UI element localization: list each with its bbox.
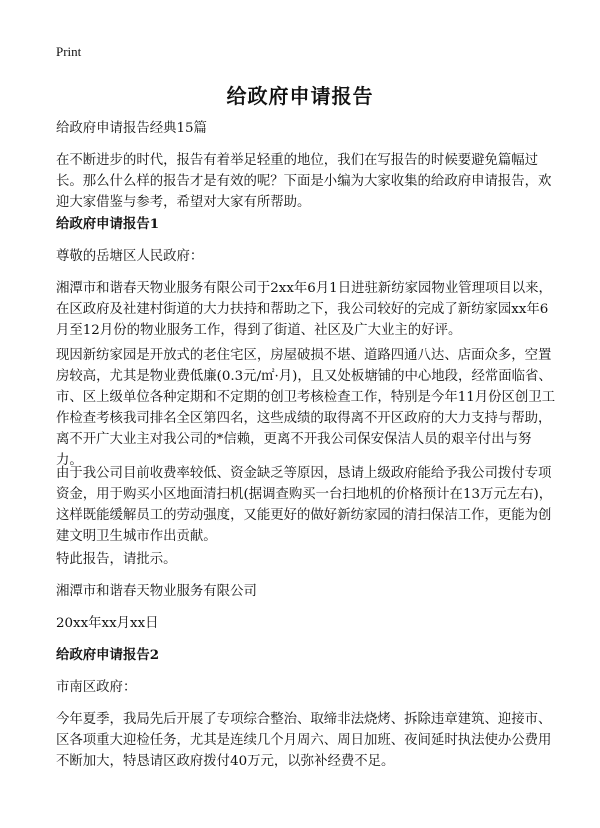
report1-closing: 特此报告，请批示。 bbox=[56, 552, 177, 567]
page-title: 给政府申请报告 bbox=[226, 84, 374, 108]
intro-paragraph: 在不断进步的时代，报告有着举足轻重的地位，我们在写报告的时候要避免篇幅过长。那么什么样的报告才是有效的呢？下面是小编为大家收集的给政府申请报告，欢迎大家借鉴与参考，希望对大家有所帮助。 bbox=[56, 153, 552, 210]
report1-paragraph-3: 由于我公司目前收费率较低、资金缺乏等原因，恳请上级政府能给予我公司拨付专项资金，用于购买小区地面清扫机(据调查购买一台扫地机的价格预计在13万元左右)，这样既能缓解员工的劳动强度，又能更好的做好新纺家园的清扫保洁工作，更能为创建文明卫生城市作出贡献。 bbox=[56, 466, 553, 544]
report1-heading: 给政府申请报告1 bbox=[56, 216, 160, 232]
report1-signature: 湘潭市和谐春天物业服务有限公司 bbox=[56, 584, 257, 599]
report1-paragraph-1: 湘潭市和谐春天物业服务有限公司于2xx年6月1日进驻新纺家园物业管理项目以来，在区政府及社建村街道的大力扶持和帮助之下，我公司较好的完成了新纺家园xx年6月至12月份的物业服务工作，得到了街道、社区及广大业主的好评。 bbox=[56, 281, 552, 338]
print-link[interactable]: Print bbox=[56, 44, 82, 59]
report1-paragraph-2: 现因新纺家园是开放式的老住宅区，房屋破损不堪、道路四通八达、店面众多，空置房较高，尤其是物业费低廉(0.3元/㎡·月)，且又处板塘铺的中心地段，经常面临省、市、区上级单位各种定期和不定期的创卫考核检查工作，特别是今年11月份区创卫工作检查考核我司排名全区第四名，这些成绩的取得离不开区政府的大力支持与帮助，离不开广大业主对我公司的*信赖，更离不开我公司保安保洁人员的艰辛付出与努力。 bbox=[56, 348, 556, 468]
report1-salutation: 尊敬的岳塘区人民政府： bbox=[56, 249, 204, 264]
report1-date: 20xx年xx月xx日 bbox=[56, 616, 159, 631]
subtitle: 给政府申请报告经典15篇 bbox=[56, 121, 207, 136]
report2-salutation: 市南区政府： bbox=[56, 680, 137, 695]
report2-paragraph-1: 今年夏季，我局先后开展了专项综合整治、取缔非法烧烤、拆除违章建筑、迎接市、区各项重大迎检任务，尤其是连续几个月周六、周日加班、夜间延时执法使办公费用不断加大，特恳请区政府拨付40万元，以弥补经费不足。 bbox=[56, 712, 552, 769]
report2-heading: 给政府申请报告2 bbox=[56, 647, 160, 663]
